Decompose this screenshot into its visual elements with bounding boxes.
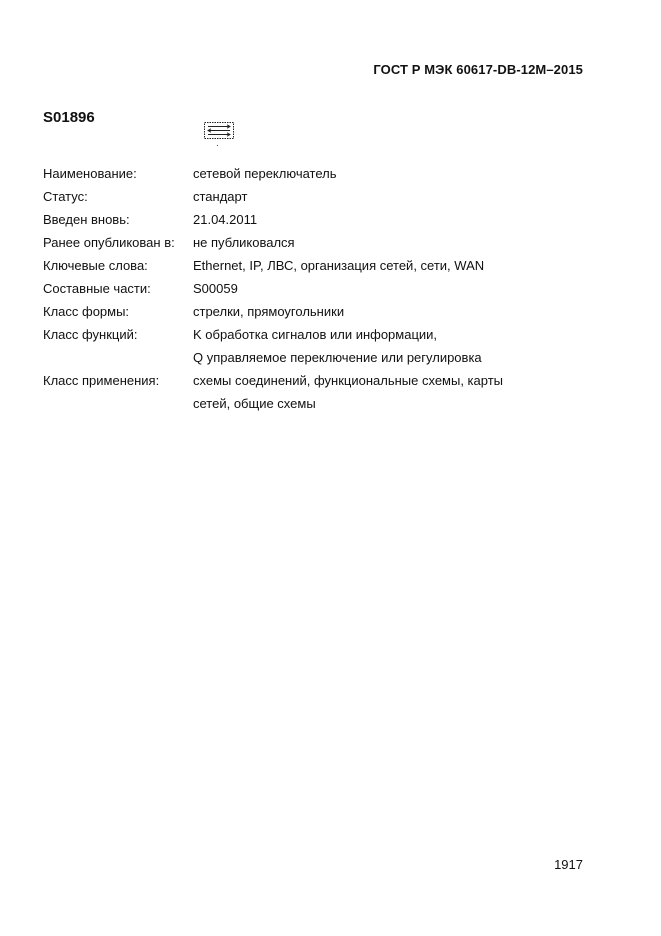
property-label: Введен вновь: [43, 212, 130, 227]
property-value: не публиковался [193, 235, 295, 250]
property-label: Класс функций: [43, 327, 138, 342]
property-row [43, 185, 503, 208]
property-value: сетей, общие схемы [193, 396, 316, 411]
property-value: Ethernet, IP, ЛВС, организация сетей, сети, WAN [193, 258, 485, 273]
property-label: Ключевые слова: [43, 258, 148, 273]
property-label: Ранее опубликован в: [43, 235, 175, 250]
property-value: Q управляемое переключение или регулировка [193, 350, 482, 365]
property-label: Класс применения: [43, 373, 160, 388]
property-value: схемы соединений, функциональные схемы, карты [193, 373, 504, 388]
property-label: Наименование: [43, 166, 137, 181]
property-label: Класс формы: [43, 304, 130, 319]
property-value: K обработка сигналов или информации, [193, 327, 438, 342]
property-row [43, 369, 503, 415]
property-value: S00059 [193, 281, 238, 296]
property-value: сетевой переключатель [193, 166, 337, 181]
property-value: 21.04.2011 [193, 212, 258, 227]
property-label: Статус: [43, 189, 88, 204]
property-value: стрелки, прямоугольники [193, 304, 345, 319]
document-header-standard: ГОСТ Р МЭК 60617-DB-12M–2015 [373, 62, 583, 77]
symbol-properties [43, 162, 503, 415]
property-row [43, 231, 503, 254]
property-row [43, 208, 503, 231]
property-value: стандарт [193, 189, 248, 204]
page-number: 1917 [554, 857, 583, 872]
symbol-code: S01896 [43, 109, 95, 126]
property-row [43, 162, 503, 185]
network-switch-symbol-icon [203, 121, 235, 147]
property-label: Составные части: [43, 281, 151, 296]
property-row [43, 277, 503, 300]
property-row [43, 254, 503, 277]
property-row [43, 300, 503, 323]
property-row [43, 323, 503, 369]
